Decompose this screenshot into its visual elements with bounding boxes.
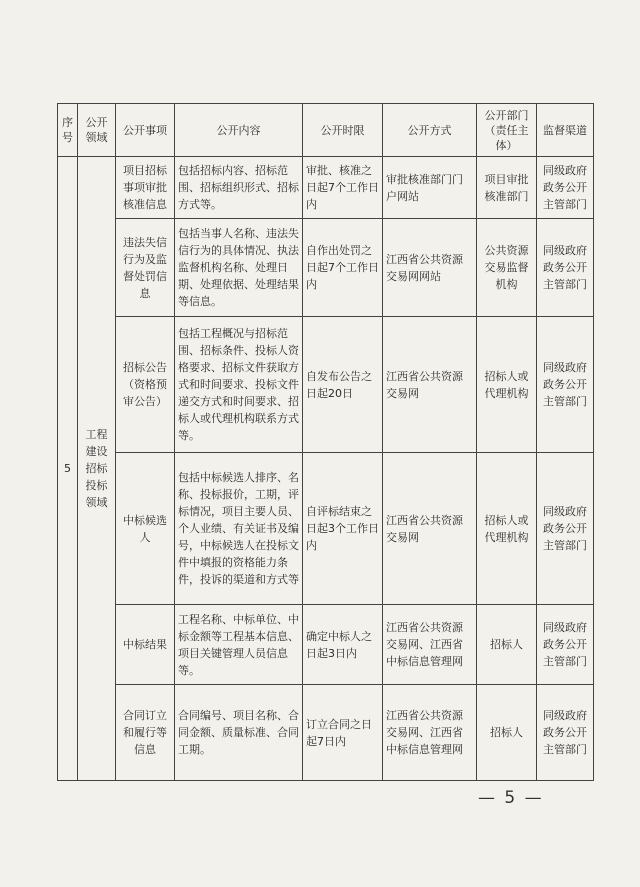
header-dept: 公开部门（责任主体）: [477, 104, 537, 157]
row-method: 江西省公共资源交易网、江西省中标信息管理网: [383, 685, 477, 781]
table-header-row: [58, 104, 594, 157]
row-method: 审批核准部门门户网站: [383, 157, 477, 219]
row-dept: 招标人: [477, 685, 537, 781]
row-item: 违法失信行为及监督处罚信息: [116, 219, 175, 317]
row-method: 江西省公共资源交易网: [383, 453, 477, 605]
row-content: 包括当事人名称、违法失信行为的具体情况、执法监督机构名称、处理日期、处理依据、处理结果等信息。: [175, 219, 303, 317]
row-item: 中标候选人: [116, 453, 175, 605]
row-content: 合同编号、项目名称、合同金额、质量标准、合同工期。: [175, 685, 303, 781]
table-row: [58, 685, 594, 781]
row-item: 合同订立和履行等信息: [116, 685, 175, 781]
row-deadline: 自作出处罚之日起7个工作日内: [303, 219, 383, 317]
row-supervision: 同级政府政务公开主管部门: [537, 453, 594, 605]
row-method: 江西省公共资源交易网: [383, 317, 477, 453]
row-supervision: 同级政府政务公开主管部门: [537, 317, 594, 453]
row-deadline: 自发布公告之日起20日: [303, 317, 383, 453]
table-row: [58, 219, 594, 317]
row-dept: 招标人或代理机构: [477, 453, 537, 605]
row-supervision: 同级政府政务公开主管部门: [537, 685, 594, 781]
row-supervision: 同级政府政务公开主管部门: [537, 157, 594, 219]
header-item: 公开事项: [116, 104, 175, 157]
header-supervision: 监督渠道: [537, 104, 594, 157]
row-method: 江西省公共资源交易网网站: [383, 219, 477, 317]
row-content: 包括招标内容、招标范围、招标组织形式、招标方式等。: [175, 157, 303, 219]
table-row: [58, 317, 594, 453]
row-deadline: 订立合同之日起7日内: [303, 685, 383, 781]
table-row: [58, 157, 594, 219]
row-dept: 项目审批核准部门: [477, 157, 537, 219]
row-item: 中标结果: [116, 605, 175, 685]
header-deadline: 公开时限: [303, 104, 383, 157]
row-content: 包括中标候选人排序、名称、投标报价，工期，评标情况，项目主要人员、个人业绩、有关证书及编号，中标候选人在投标文件中填报的资格能力条件，投诉的渠道和方式等: [175, 453, 303, 605]
header-content: 公开内容: [175, 104, 303, 157]
table-row: [58, 605, 594, 685]
row-dept: 招标人或代理机构: [477, 317, 537, 453]
row-item: 项目招标事项审批核准信息: [116, 157, 175, 219]
page-number: — 5 —: [478, 788, 544, 808]
row-dept: 公共资源交易监督机构: [477, 219, 537, 317]
row-deadline: 自评标结束之日起3个工作日内: [303, 453, 383, 605]
table-row: [58, 453, 594, 605]
row-content: 工程名称、中标单位、中标金额等工程基本信息、项目关键管理人员信息等。: [175, 605, 303, 685]
row-method: 江西省公共资源交易网、江西省中标信息管理网: [383, 605, 477, 685]
row-deadline: 审批、核准之日起7个工作日内: [303, 157, 383, 219]
row-deadline: 确定中标人之日起3日内: [303, 605, 383, 685]
row-supervision: 同级政府政务公开主管部门: [537, 605, 594, 685]
disclosure-table: [57, 103, 594, 781]
row-item: 招标公告（资格预审公告）: [116, 317, 175, 453]
row-content: 包括工程概况与招标范围、招标条件、投标人资格要求、招标文件获取方式和时间要求、投标文件递交方式和时间要求、招标人或代理机构联系方式等。: [175, 317, 303, 453]
group-seq: 5: [58, 157, 78, 781]
header-domain: 公开领域: [78, 104, 116, 157]
group-domain: 工程建设招标投标领域: [78, 157, 116, 781]
row-supervision: 同级政府政务公开主管部门: [537, 219, 594, 317]
header-seq: 序号: [58, 104, 78, 157]
header-method: 公开方式: [383, 104, 477, 157]
row-dept: 招标人: [477, 605, 537, 685]
